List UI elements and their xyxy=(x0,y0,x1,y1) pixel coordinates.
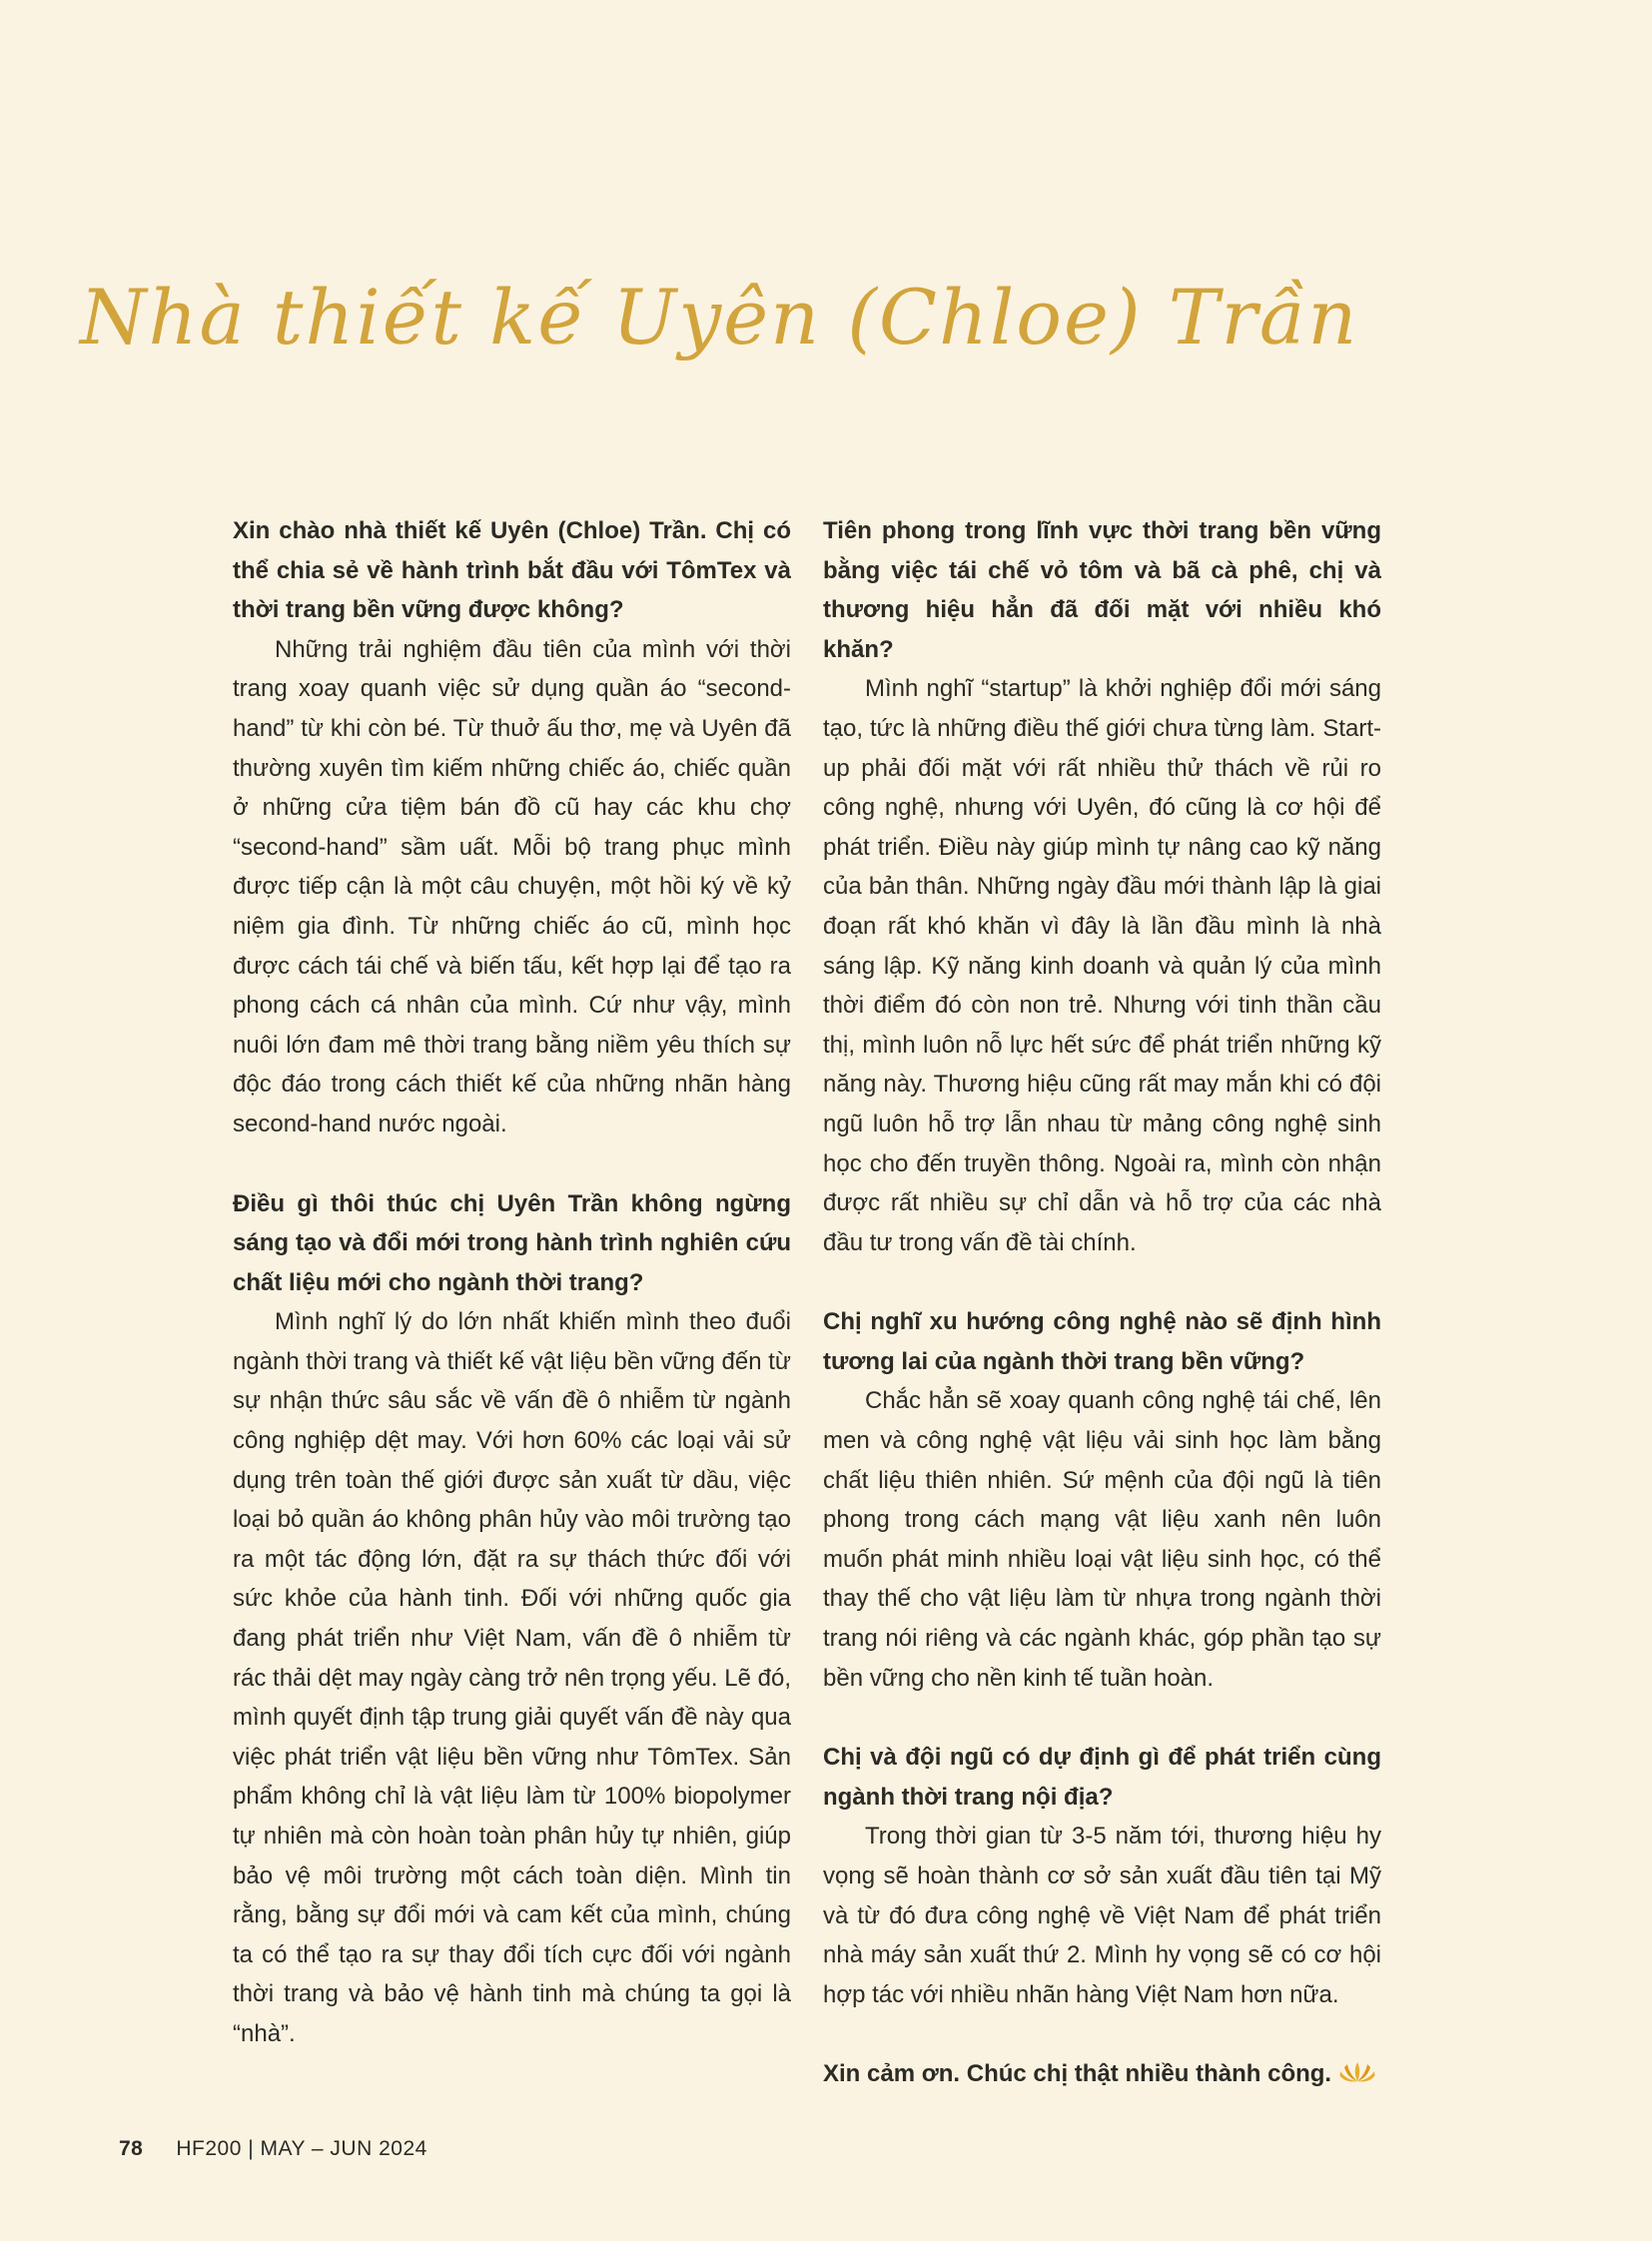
page-number: 78 xyxy=(119,2137,144,2160)
page-title: Nhà thiết kế Uyên (Chloe) Trần xyxy=(80,272,1359,362)
question-4: Chị nghĩ xu hướng công nghệ nào sẽ định hình tương lai của ngành thời trang bền vững? xyxy=(823,1308,1381,1375)
interview-article xyxy=(233,511,1381,2096)
question-3: Tiên phong trong lĩnh vực thời trang bền vững bằng việc tái chế vỏ tôm và bã cà phê, chị và thương hiệu hẳn đã đối mặt với nhiều khó khăn? xyxy=(823,517,1381,663)
question-2: Điều gì thôi thúc chị Uyên Trần không ngừng sáng tạo và đổi mới trong hành trình nghiên cứu chất liệu mới cho ngành thời trang? xyxy=(233,1189,791,1296)
left-column xyxy=(233,511,791,2096)
page-footer xyxy=(119,2137,427,2161)
answer-1: Những trải nghiệm đầu tiên của mình với thời trang xoay quanh việc sử dụng quần áo “second-hand” từ khi còn bé. Từ thuở ấu thơ, mẹ và Uyên đã thường xuyên tìm kiếm những chiếc áo, chiếc quần ở những cửa tiệm bán đồ cũ hay các khu chợ “second-hand” sầm uất. Mỗi bộ trang phục mình được tiếp cận là một câu chuyện, một hồi ký về kỷ niệm gia đình. Từ những chiếc áo cũ, mình học được cách tái chế và biến tấu, kết hợp lại để tạo ra phong cách cá nhân của mình. Cứ như vậy, mình nuôi lớn đam mê thời trang bằng niềm yêu thích sự độc đáo trong cách thiết kế của những nhãn hàng second-hand nước ngoài. xyxy=(233,635,791,1137)
answer-5: Trong thời gian từ 3-5 năm tới, thương hiệu hy vọng sẽ hoàn thành cơ sở sản xuất đầu tiên tại Mỹ và từ đó đưa công nghệ về Việt Nam để phát triển nhà máy sản xuất thứ 2. Mình hy vọng sẽ có cơ hội hợp tác với nhiều nhãn hàng Việt Nam hơn nữa. xyxy=(823,1823,1381,2008)
lotus-icon xyxy=(1339,2056,1375,2096)
answer-4: Chắc hẳn sẽ xoay quanh công nghệ tái chế, lên men và công nghệ vật liệu vải sinh học làm bằng chất liệu thiên nhiên. Sứ mệnh của đội ngũ là tiên phong trong cách mạng vật liệu xanh nên luôn muốn phát minh nhiều loại vật liệu sinh học, có thể thay thế cho vật liệu làm từ nhựa trong ngành thời trang nói riêng và các ngành khác, góp phần tạo sự bền vững cho nền kinh tế tuần hoàn. xyxy=(823,1387,1381,1692)
right-column xyxy=(823,511,1381,2096)
answer-2: Mình nghĩ lý do lớn nhất khiến mình theo đuổi ngành thời trang và thiết kế vật liệu bền vững đến từ sự nhận thức sâu sắc về vấn đề ô nhiễm từ ngành công nghiệp dệt may. Với hơn 60% các loại vải sử dụng trên toàn thế giới được sản xuất từ dầu, việc loại bỏ quần áo không phân hủy vào môi trường tạo ra một tác động lớn, đặt ra sự thách thức đối với sức khỏe của hành tinh. Đối với những quốc gia đang phát triển như Việt Nam, vấn đề ô nhiễm từ rác thải dệt may ngày càng trở nên trọng yếu. Lẽ đó, mình quyết định tập trung giải quyết vấn đề này qua việc phát triển vật liệu bền vững như TômTex. Sản phẩm không chỉ là vật liệu làm từ 100% biopolymer tự nhiên mà còn hoàn toàn phân hủy tự nhiên, giúp bảo vệ môi trường một cách toàn diện. Mình tin rằng, bằng sự đổi mới và cam kết của mình, chúng ta có thể tạo ra sự thay đổi tích cực đối với ngành thời trang và bảo vệ hành tinh mà chúng ta gọi là “nhà”. xyxy=(233,1308,791,2047)
issue-info: HF200 | MAY – JUN 2024 xyxy=(176,2137,427,2160)
closing-text: Xin cảm ơn. Chúc chị thật nhiều thành công. xyxy=(823,2060,1332,2088)
answer-3: Mình nghĩ “startup” là khởi nghiệp đổi mới sáng tạo, tức là những điều thế giới chưa từng làm. Start-up phải đối mặt với rất nhiều thử thách về rủi ro công nghệ, nhưng với Uyên, đó cũng là cơ hội để phát triển. Điều này giúp mình tự nâng cao kỹ năng của bản thân. Những ngày đầu mới thành lập là giai đoạn rất khó khăn vì đây là lần đầu mình là nhà sáng lập. Kỹ năng kinh doanh và quản lý của mình thời điểm đó còn non trẻ. Nhưng với tinh thần cầu thị, mình luôn nỗ lực hết sức để phát triển những kỹ năng này. Thương hiệu cũng rất may mắn khi có đội ngũ luôn hỗ trợ lẫn nhau từ mảng công nghệ sinh học cho đến truyền thông. Ngoài ra, mình còn nhận được rất nhiều sự chỉ dẫn và hỗ trợ của các nhà đầu tư trong vấn đề tài chính. xyxy=(823,675,1381,1256)
closing-line xyxy=(823,2054,1381,2096)
question-5: Chị và đội ngũ có dự định gì để phát triển cùng ngành thời trang nội địa? xyxy=(823,1744,1381,1811)
question-1: Xin chào nhà thiết kế Uyên (Chloe) Trần. Chị có thể chia sẻ về hành trình bắt đầu với TômTex và thời trang bền vững được không? xyxy=(233,517,791,624)
